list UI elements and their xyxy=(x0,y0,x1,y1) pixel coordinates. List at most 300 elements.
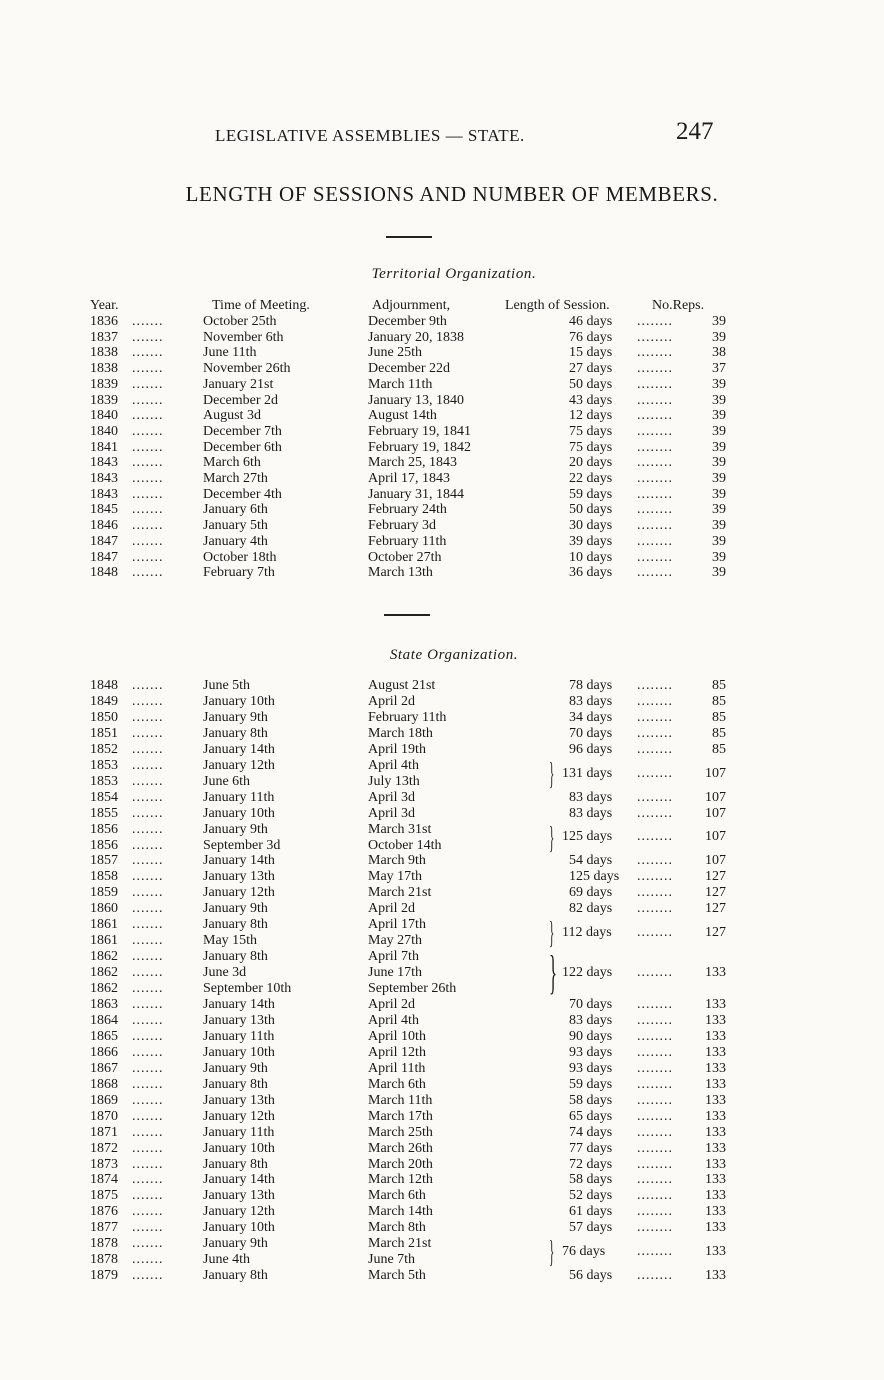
leader-dots: ....... xyxy=(132,1252,164,1268)
leader-dots: ........ xyxy=(637,693,673,709)
leader-dots: ........ xyxy=(637,533,673,549)
table-row xyxy=(0,853,884,869)
length-cell: 36 days xyxy=(569,565,613,581)
adjournment-cell: April 11th xyxy=(368,1060,426,1076)
adjournment-cell: March 6th xyxy=(368,1188,426,1204)
meeting-cell: September 3d xyxy=(203,837,281,853)
reps-cell: 133 xyxy=(705,1156,726,1172)
year-cell: 1848 xyxy=(90,565,118,581)
leader-dots: ....... xyxy=(132,725,164,741)
meeting-cell: January 14th xyxy=(203,997,275,1012)
leader-dots: ........ xyxy=(637,392,673,408)
length-cell: 58 days xyxy=(569,1092,613,1108)
year-cell: 1864 xyxy=(90,1012,118,1028)
leader-dots: ........ xyxy=(637,439,673,455)
running-head: LEGISLATIVE ASSEMBLIES — STATE. xyxy=(215,126,525,145)
adjournment-cell: September 26th xyxy=(368,981,457,997)
leader-dots: ....... xyxy=(132,837,164,853)
meeting-cell: January 12th xyxy=(203,757,275,773)
leader-dots: ....... xyxy=(132,869,164,885)
session-group xyxy=(0,819,884,855)
leader-dots: ........ xyxy=(637,925,673,941)
year-cell: 1849 xyxy=(90,693,118,709)
leader-dots: ........ xyxy=(637,1044,673,1060)
leader-dots: ........ xyxy=(637,1140,673,1156)
table-row xyxy=(0,742,884,758)
leader-dots: ....... xyxy=(132,1156,164,1172)
table-row xyxy=(0,1220,884,1236)
meeting-cell: June 3d xyxy=(203,965,247,981)
leader-dots: ....... xyxy=(132,329,164,345)
reps-cell: 85 xyxy=(712,693,726,709)
year-cell: 1867 xyxy=(90,1060,118,1076)
length-cell: 59 days xyxy=(569,486,613,502)
adjournment-cell: March 25th xyxy=(368,1124,433,1140)
length-cell: 43 days xyxy=(569,392,613,408)
reps-cell: 39 xyxy=(712,329,726,345)
length-cell: 46 days xyxy=(569,314,613,329)
leader-dots: ........ xyxy=(637,1188,673,1204)
leader-dots: ........ xyxy=(637,1244,673,1260)
reps-cell: 133 xyxy=(705,1204,726,1220)
meeting-cell: February 7th xyxy=(203,565,275,581)
adjournment-cell: August 21st xyxy=(368,678,436,693)
year-cell: 1871 xyxy=(90,1124,118,1140)
adjournment-cell: May 17th xyxy=(368,869,423,885)
reps-cell: 39 xyxy=(712,486,726,502)
leader-dots: ....... xyxy=(132,1012,164,1028)
year-cell: 1840 xyxy=(90,423,118,439)
meeting-cell: January 5th xyxy=(203,518,268,534)
leader-dots: ....... xyxy=(132,376,164,392)
state-section-title: State Organization. xyxy=(389,647,519,663)
leader-dots: ....... xyxy=(132,917,164,933)
table-row xyxy=(0,885,884,901)
year-cell: 1863 xyxy=(90,997,118,1012)
adjournment-cell: February 19, 1842 xyxy=(368,439,472,455)
reps-cell: 39 xyxy=(712,533,726,549)
length-cell: 54 days xyxy=(569,853,613,869)
table-row xyxy=(0,440,884,456)
leader-dots: ....... xyxy=(132,1204,164,1220)
length-cell: 30 days xyxy=(569,518,613,534)
column-header-meeting: Time of Meeting. xyxy=(212,298,310,313)
column-header-adjournment: Adjournment, xyxy=(372,298,451,313)
leader-dots: ....... xyxy=(132,471,164,486)
meeting-cell: June 4th xyxy=(203,1252,251,1268)
year-cell: 1861 xyxy=(90,917,118,933)
year-cell: 1878 xyxy=(90,1236,118,1252)
adjournment-cell: April 17th xyxy=(368,917,426,933)
column-header-reps: No.Reps. xyxy=(652,298,705,313)
reps-cell: 39 xyxy=(712,439,726,455)
length-cell: 76 days xyxy=(562,1244,606,1260)
leader-dots: ....... xyxy=(132,1108,164,1124)
adjournment-cell: March 18th xyxy=(368,725,433,741)
length-cell: 65 days xyxy=(569,1108,613,1124)
leader-dots: ........ xyxy=(637,361,673,377)
meeting-cell: January 8th xyxy=(203,1156,268,1172)
reps-cell: 39 xyxy=(712,376,726,392)
brace-mark: } xyxy=(549,755,555,791)
table-row xyxy=(0,1204,884,1220)
meeting-cell: January 14th xyxy=(203,1172,275,1188)
adjournment-cell: April 7th xyxy=(368,949,419,965)
leader-dots: ....... xyxy=(132,965,164,981)
meeting-cell: June 5th xyxy=(203,678,251,693)
leader-dots: ....... xyxy=(132,901,164,917)
year-cell: 1879 xyxy=(90,1268,118,1284)
length-cell: 10 days xyxy=(569,549,613,565)
table-row xyxy=(0,1172,884,1188)
brace-mark: } xyxy=(549,946,558,1000)
leader-dots: ....... xyxy=(132,455,164,471)
length-cell: 125 days xyxy=(562,829,613,845)
table-row xyxy=(0,408,884,424)
reps-cell: 127 xyxy=(705,869,726,885)
leader-dots: ........ xyxy=(637,376,673,392)
leader-dots: ........ xyxy=(637,1268,673,1284)
meeting-cell: January 12th xyxy=(203,885,275,901)
leader-dots: ........ xyxy=(637,805,673,821)
meeting-cell: January 8th xyxy=(203,949,268,965)
year-cell: 1851 xyxy=(90,725,118,741)
territorial-section-title: Territorial Organization. xyxy=(371,266,537,282)
table-row xyxy=(0,1029,884,1045)
adjournment-cell: April 12th xyxy=(368,1044,426,1060)
year-cell: 1865 xyxy=(90,1028,118,1044)
reps-cell: 133 xyxy=(705,997,726,1012)
leader-dots: ........ xyxy=(637,502,673,518)
adjournment-cell: April 17, 1843 xyxy=(368,471,451,486)
leader-dots: ........ xyxy=(637,765,673,781)
adjournment-cell: March 21st xyxy=(368,885,432,901)
length-cell: 50 days xyxy=(569,376,613,392)
year-cell: 1875 xyxy=(90,1188,118,1204)
leader-dots: ....... xyxy=(132,1268,164,1284)
year-cell: 1847 xyxy=(90,533,118,549)
leader-dots: ....... xyxy=(132,502,164,518)
leader-dots: ....... xyxy=(132,821,164,837)
adjournment-cell: April 4th xyxy=(368,1012,419,1028)
adjournment-cell: March 9th xyxy=(368,853,426,869)
adjournment-cell: March 20th xyxy=(368,1156,433,1172)
reps-cell: 133 xyxy=(705,1268,726,1284)
leader-dots: ....... xyxy=(132,853,164,869)
leader-dots: ........ xyxy=(637,345,673,361)
leader-dots: ........ xyxy=(637,1220,673,1236)
leader-dots: ........ xyxy=(637,455,673,471)
table-row xyxy=(0,997,884,1013)
adjournment-cell: April 2d xyxy=(368,901,416,917)
length-cell: 83 days xyxy=(569,1012,613,1028)
year-cell: 1852 xyxy=(90,741,118,757)
meeting-cell: January 14th xyxy=(203,741,275,757)
leader-dots: ....... xyxy=(132,549,164,565)
year-cell: 1862 xyxy=(90,949,118,965)
meeting-cell: January 10th xyxy=(203,805,275,821)
table-row xyxy=(0,1157,884,1173)
length-cell: 83 days xyxy=(569,693,613,709)
length-cell: 39 days xyxy=(569,533,613,549)
reps-cell: 133 xyxy=(705,1140,726,1156)
length-cell: 93 days xyxy=(569,1060,613,1076)
meeting-cell: January 14th xyxy=(203,853,275,869)
adjournment-cell: March 26th xyxy=(368,1140,433,1156)
year-cell: 1860 xyxy=(90,901,118,917)
reps-cell: 133 xyxy=(705,1044,726,1060)
reps-cell: 39 xyxy=(712,565,726,581)
meeting-cell: September 10th xyxy=(203,981,292,997)
reps-cell: 127 xyxy=(705,901,726,917)
leader-dots: ....... xyxy=(132,789,164,805)
table-row xyxy=(0,1125,884,1141)
table-row xyxy=(0,710,884,726)
leader-dots: ....... xyxy=(132,1044,164,1060)
table-row xyxy=(0,1045,884,1061)
meeting-cell: January 11th xyxy=(203,1028,275,1044)
meeting-cell: January 10th xyxy=(203,1140,275,1156)
table-row xyxy=(0,377,884,393)
year-cell: 1870 xyxy=(90,1108,118,1124)
adjournment-cell: June 25th xyxy=(368,345,423,361)
table-row xyxy=(0,1141,884,1157)
adjournment-cell: April 4th xyxy=(368,757,419,773)
adjournment-cell: March 13th xyxy=(368,565,433,581)
divider-rule xyxy=(384,614,430,616)
meeting-cell: January 8th xyxy=(203,725,268,741)
leader-dots: ....... xyxy=(132,1076,164,1092)
reps-cell: 38 xyxy=(712,345,726,361)
leader-dots: ........ xyxy=(637,789,673,805)
leader-dots: ....... xyxy=(132,439,164,455)
length-cell: 27 days xyxy=(569,361,613,377)
table-row xyxy=(0,345,884,361)
year-cell: 1862 xyxy=(90,965,118,981)
leader-dots: ........ xyxy=(637,741,673,757)
reps-cell: 133 xyxy=(705,1012,726,1028)
table-row xyxy=(0,330,884,346)
leader-dots: ....... xyxy=(132,392,164,408)
leader-dots: ........ xyxy=(637,314,673,329)
adjournment-cell: January 31, 1844 xyxy=(368,486,465,502)
leader-dots: ....... xyxy=(132,741,164,757)
leader-dots: ....... xyxy=(132,805,164,821)
column-header-length: Length of Session. xyxy=(505,298,610,313)
table-row xyxy=(0,1093,884,1109)
reps-cell: 39 xyxy=(712,314,726,329)
year-cell: 1843 xyxy=(90,455,118,471)
adjournment-cell: October 27th xyxy=(368,549,442,565)
reps-cell: 107 xyxy=(705,789,726,805)
meeting-cell: January 10th xyxy=(203,1044,275,1060)
table-row xyxy=(0,694,884,710)
adjournment-cell: March 31st xyxy=(368,821,432,837)
leader-dots: ....... xyxy=(132,1124,164,1140)
leader-dots: ....... xyxy=(132,533,164,549)
length-cell: 69 days xyxy=(569,885,613,901)
meeting-cell: January 6th xyxy=(203,502,268,518)
table-row xyxy=(0,1077,884,1093)
year-cell: 1840 xyxy=(90,408,118,424)
leader-dots: ........ xyxy=(637,549,673,565)
reps-cell: 107 xyxy=(705,805,726,821)
meeting-cell: August 3d xyxy=(203,408,261,424)
length-cell: 70 days xyxy=(569,725,613,741)
adjournment-cell: March 5th xyxy=(368,1268,426,1284)
brace-mark: } xyxy=(549,915,555,951)
adjournment-cell: April 3d xyxy=(368,789,416,805)
meeting-cell: January 12th xyxy=(203,1108,275,1124)
table-row xyxy=(0,502,884,518)
year-cell: 1837 xyxy=(90,329,118,345)
adjournment-cell: March 6th xyxy=(368,1076,426,1092)
session-group xyxy=(0,755,884,791)
table-row xyxy=(0,534,884,550)
adjournment-cell: February 19, 1841 xyxy=(368,423,472,439)
year-cell: 1861 xyxy=(90,933,118,949)
table-row xyxy=(0,806,884,822)
adjournment-cell: December 9th xyxy=(368,314,447,329)
length-cell: 20 days xyxy=(569,455,613,471)
meeting-cell: November 6th xyxy=(203,329,284,345)
table-row xyxy=(0,1061,884,1077)
year-cell: 1854 xyxy=(90,789,118,805)
leader-dots: ....... xyxy=(132,693,164,709)
meeting-cell: January 9th xyxy=(203,1236,268,1252)
reps-cell: 133 xyxy=(705,1188,726,1204)
table-row xyxy=(0,1109,884,1125)
year-cell: 1873 xyxy=(90,1156,118,1172)
meeting-cell: November 26th xyxy=(203,361,291,377)
adjournment-cell: March 25, 1843 xyxy=(368,455,458,471)
meeting-cell: January 9th xyxy=(203,821,268,837)
leader-dots: ....... xyxy=(132,949,164,965)
leader-dots: ........ xyxy=(637,1124,673,1140)
leader-dots: ........ xyxy=(637,565,673,581)
adjournment-cell: April 10th xyxy=(368,1028,426,1044)
leader-dots: ........ xyxy=(637,709,673,725)
leader-dots: ....... xyxy=(132,361,164,377)
adjournment-cell: February 24th xyxy=(368,502,447,518)
column-header-year: Year. xyxy=(90,298,119,313)
meeting-cell: May 15th xyxy=(203,933,258,949)
reps-cell: 107 xyxy=(705,829,726,845)
year-cell: 1845 xyxy=(90,502,118,518)
adjournment-cell: April 2d xyxy=(368,693,416,709)
leader-dots: ........ xyxy=(637,486,673,502)
year-cell: 1868 xyxy=(90,1076,118,1092)
leader-dots: ....... xyxy=(132,1092,164,1108)
length-cell: 76 days xyxy=(569,329,613,345)
year-cell: 1872 xyxy=(90,1140,118,1156)
adjournment-cell: March 21st xyxy=(368,1236,432,1252)
leader-dots: ....... xyxy=(132,1028,164,1044)
meeting-cell: December 4th xyxy=(203,486,282,502)
adjournment-cell: January 20, 1838 xyxy=(368,329,465,345)
leader-dots: ....... xyxy=(132,1140,164,1156)
leader-dots: ........ xyxy=(637,829,673,845)
adjournment-cell: February 11th xyxy=(368,709,447,725)
year-cell: 1850 xyxy=(90,709,118,725)
table-row xyxy=(0,678,884,694)
year-cell: 1858 xyxy=(90,869,118,885)
length-cell: 12 days xyxy=(569,408,613,424)
reps-cell: 107 xyxy=(705,765,726,781)
table-row xyxy=(0,455,884,471)
length-cell: 125 days xyxy=(569,869,620,885)
meeting-cell: January 12th xyxy=(203,1204,275,1220)
leader-dots: ....... xyxy=(132,933,164,949)
table-row xyxy=(0,424,884,440)
length-cell: 93 days xyxy=(569,1044,613,1060)
length-cell: 74 days xyxy=(569,1124,613,1140)
adjournment-cell: January 13, 1840 xyxy=(368,392,465,408)
leader-dots: ....... xyxy=(132,518,164,534)
year-cell: 1853 xyxy=(90,773,118,789)
meeting-cell: January 8th xyxy=(203,1268,268,1284)
leader-dots: ....... xyxy=(132,709,164,725)
reps-cell: 39 xyxy=(712,502,726,518)
leader-dots: ....... xyxy=(132,314,164,329)
year-cell: 1838 xyxy=(90,361,118,377)
reps-cell: 39 xyxy=(712,392,726,408)
reps-cell: 39 xyxy=(712,423,726,439)
year-cell: 1876 xyxy=(90,1204,118,1220)
length-cell: 58 days xyxy=(569,1172,613,1188)
leader-dots: ........ xyxy=(637,725,673,741)
adjournment-cell: March 14th xyxy=(368,1204,433,1220)
reps-cell: 133 xyxy=(705,1108,726,1124)
reps-cell: 133 xyxy=(705,1076,726,1092)
leader-dots: ........ xyxy=(637,997,673,1012)
meeting-cell: January 4th xyxy=(203,533,268,549)
length-cell: 50 days xyxy=(569,502,613,518)
leader-dots: ........ xyxy=(637,423,673,439)
adjournment-cell: July 13th xyxy=(368,773,420,789)
meeting-cell: December 6th xyxy=(203,439,282,455)
leader-dots: ........ xyxy=(637,869,673,885)
meeting-cell: January 9th xyxy=(203,709,268,725)
length-cell: 83 days xyxy=(569,805,613,821)
leader-dots: ....... xyxy=(132,408,164,424)
meeting-cell: June 6th xyxy=(203,773,251,789)
table-row xyxy=(0,1013,884,1029)
length-cell: 78 days xyxy=(569,678,613,693)
reps-cell: 107 xyxy=(705,853,726,869)
length-cell: 56 days xyxy=(569,1268,613,1284)
reps-cell: 127 xyxy=(705,885,726,901)
year-cell: 1877 xyxy=(90,1220,118,1236)
leader-dots: ....... xyxy=(132,423,164,439)
year-cell: 1839 xyxy=(90,376,118,392)
adjournment-cell: June 17th xyxy=(368,965,423,981)
leader-dots: ....... xyxy=(132,1060,164,1076)
adjournment-cell: March 8th xyxy=(368,1220,426,1236)
year-cell: 1859 xyxy=(90,885,118,901)
meeting-cell: January 11th xyxy=(203,1124,275,1140)
leader-dots: ........ xyxy=(637,1076,673,1092)
year-cell: 1838 xyxy=(90,345,118,361)
table-row xyxy=(0,518,884,534)
length-cell: 59 days xyxy=(569,1076,613,1092)
meeting-cell: October 25th xyxy=(203,314,277,329)
length-cell: 90 days xyxy=(569,1028,613,1044)
table-row xyxy=(0,1268,884,1284)
length-cell: 131 days xyxy=(562,765,613,781)
table-row xyxy=(0,869,884,885)
leader-dots: ........ xyxy=(637,1172,673,1188)
